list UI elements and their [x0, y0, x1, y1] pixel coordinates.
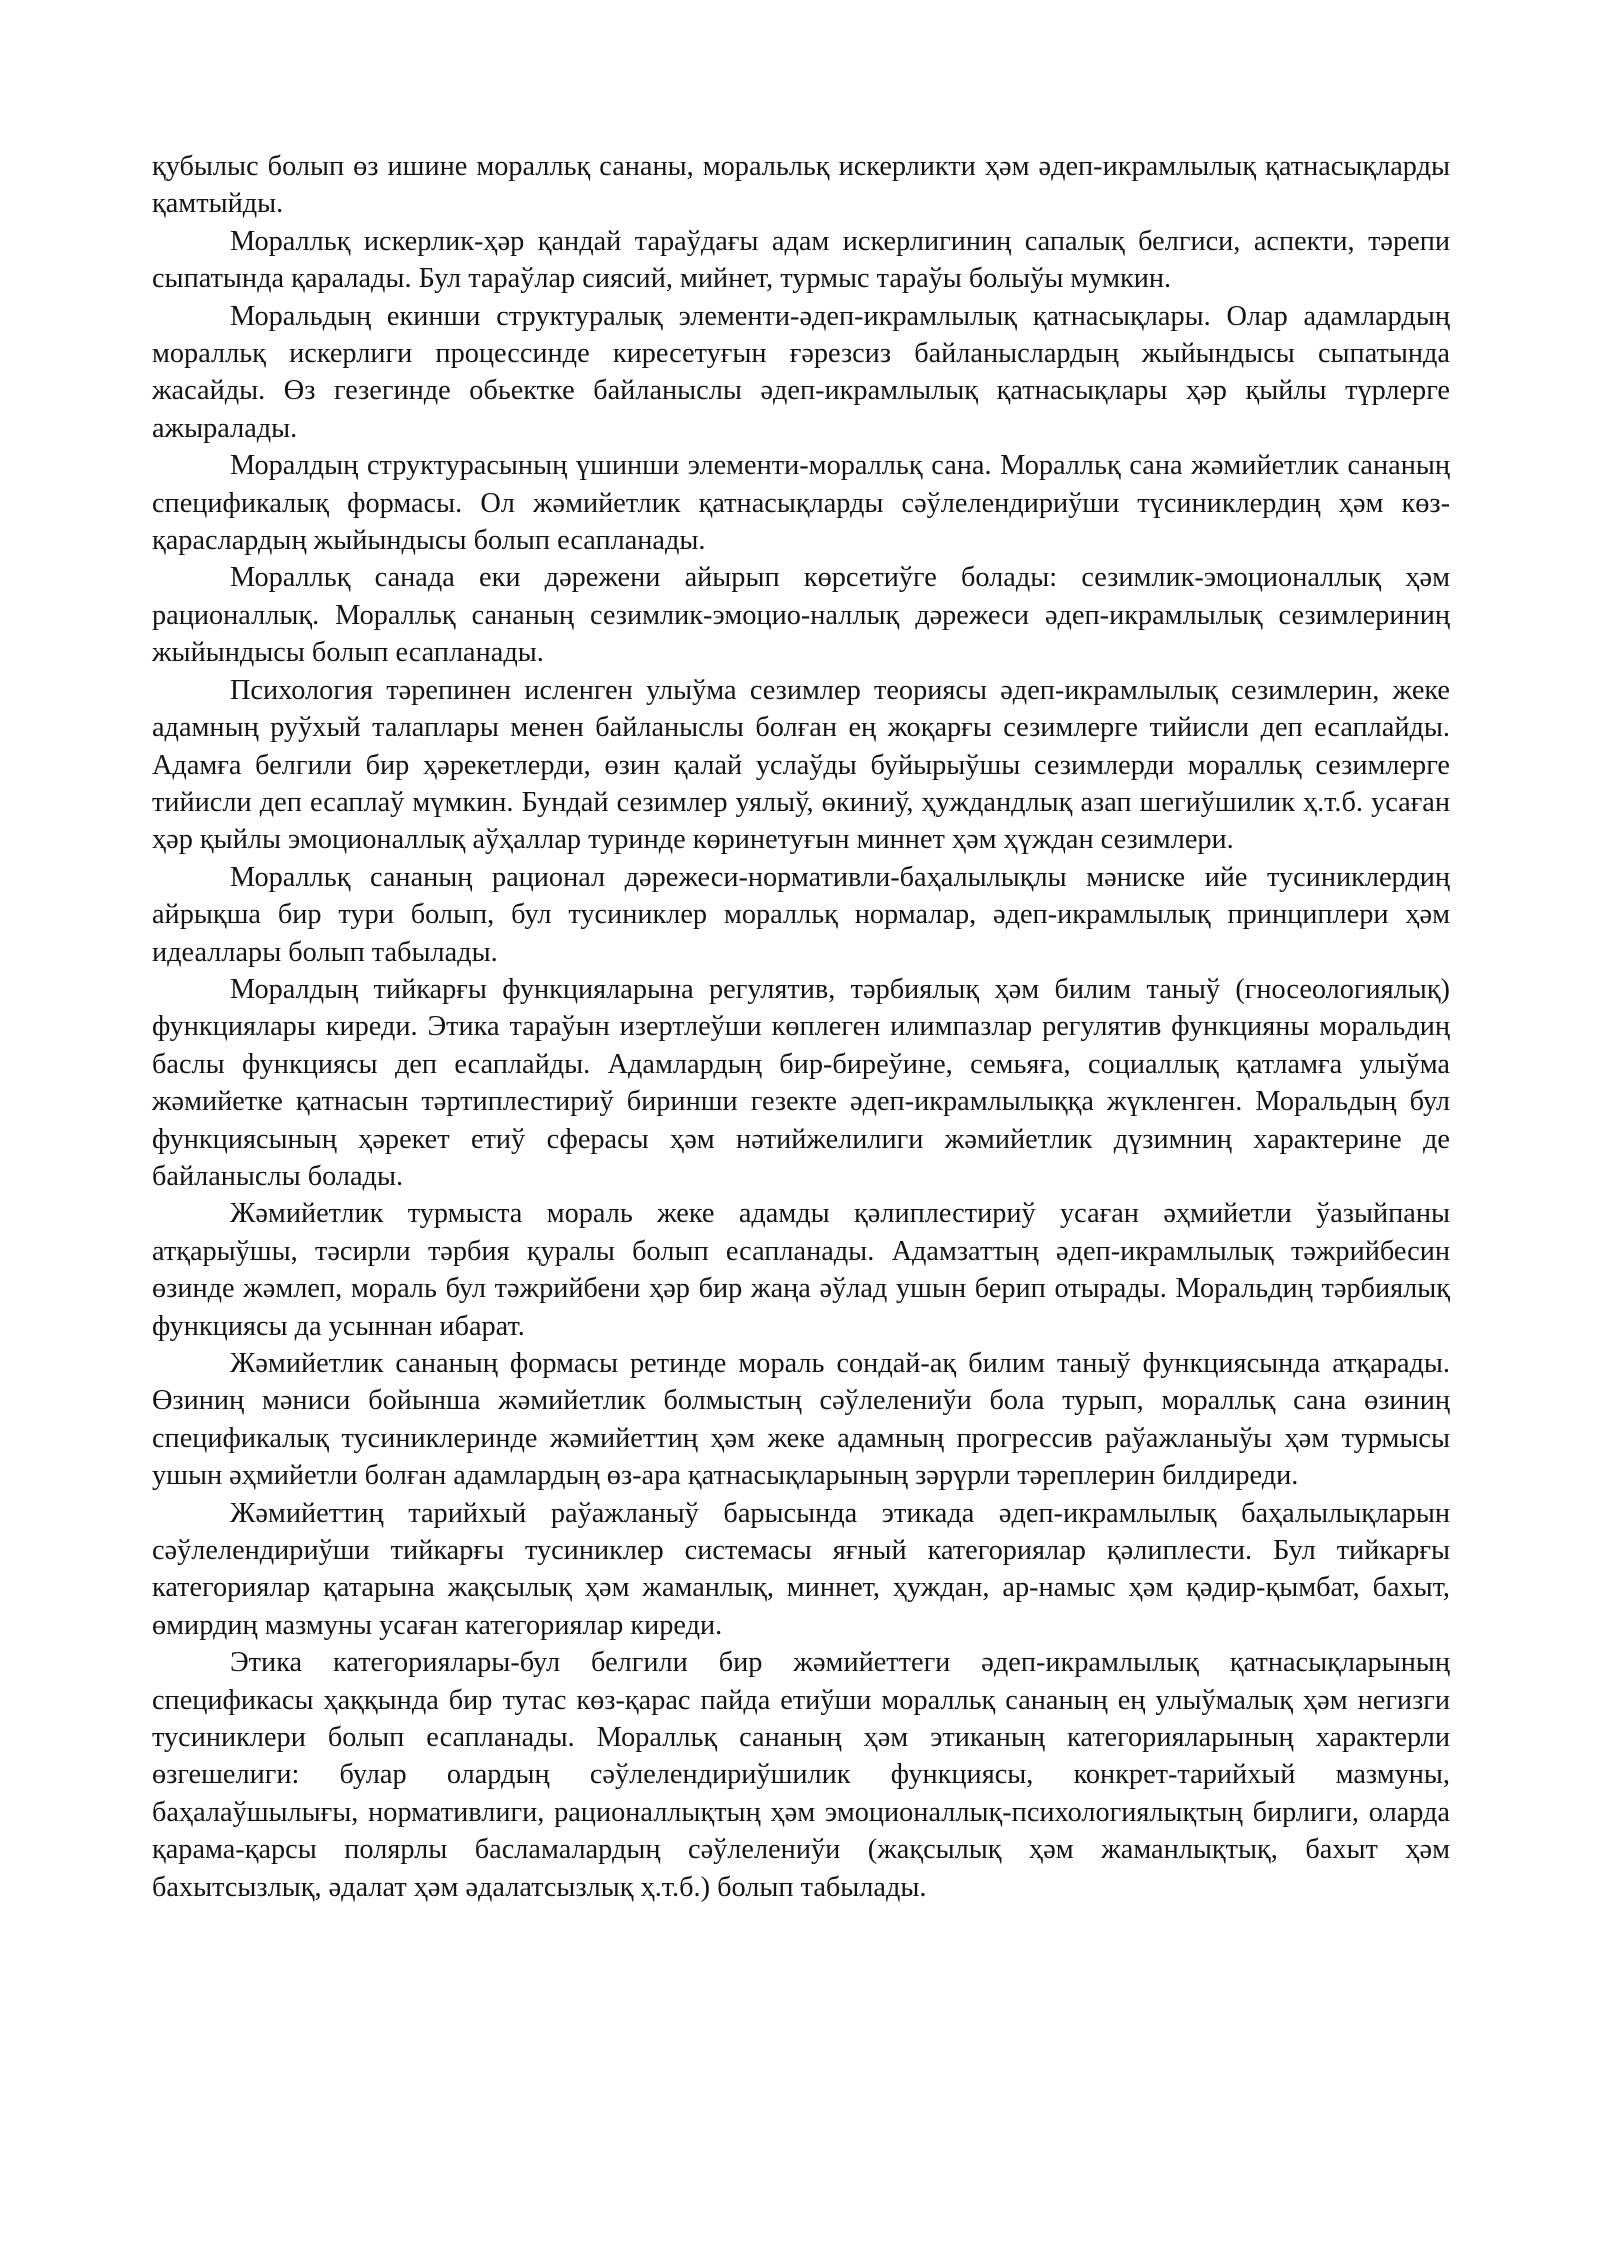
paragraph-2: Моралльқ искерлик-ҳәр қандай тараўдағы адам искерлигиниң сапалық белгиси, аспекти, тәрепи сыпатында қаралады. Бул тараўлар сиясий, мийнет, турмыс тараўы болыўы мумкин.: [152, 225, 1450, 295]
paragraph-12: Этика категориялары-бул белгили бир жәмийеттеги әдеп-икрамлылық қатнасықларының спецификасы ҳаққында бир тутас көз-қарас пайда етиўши моралльқ сананың ең улыўмалық ҳәм негизги тусиниклери болып есапланады. Моралльқ сананың ҳәм этиканың категорияларының характерли өзгешелиги: булар олардың сәўлелендириўшилик функциясы, конкрет-тарийхый мазмуны, баҳалаўшылығы, нормативлиги, рационаллықтың ҳәм эмоционаллық-психологиялықтың бирлиги, оларда қарама-қарсы полярлы басламалардың сәўлелениўи (жақсылық ҳәм жаманлықтық, бахыт ҳәм бахытсызлық, әдалат ҳәм әдалатсызлық ҳ.т.б.) болып табылады.: [152, 1647, 1450, 1903]
paragraph-11: Жәмийеттиң тарийхый раўажланыў барысында этикада әдеп-икрамлылық баҳалылықларын сәўлелендириўши тийкарғы тусиниклер системасы яғный категориялар қәлиплести. Бул тийкарғы категориялар қатарына жақсылық ҳәм жаманлық, миннет, ҳуждан, ар-намыс ҳәм қәдир-қымбат, бахыт, өмирдиң мазмуны усаған категориялар киреди.: [152, 1497, 1450, 1641]
paragraph-4: Моралдың структурасының үшинши элементи-моралльқ сана. Моралльқ сана жәмийетлик сананың спецификалық формасы. Ол жәмийетлик қатнасықларды сәўлелендириўши түсиниклердиң ҳәм көз-қараслардың жыйындысы болып есапланады.: [152, 450, 1450, 557]
paragraph-5: Моралльқ санада еки дәрежени айырып көрсетиўге болады: сезимлик-эмоционаллық ҳәм рационаллық. Моралльқ сананың сезимлик-эмоцио-наллық дәрежеси әдеп-икрамлылық сезимлериниң жыйындысы болып есапланады.: [152, 562, 1450, 669]
paragraph-6: Психология тәрепинен исленген улыўма сезимлер теориясы әдеп-икрамлылық сезимлерин, жеке адамның руўхый талаплары менен байланыслы болған ең жоқарғы сезимлерге тийисли деп есаплайды. Адамға белгили бир ҳәрекетлерди, өзин қалай услаўды буйырыўшы сезимлерди моралльқ сезимлерге тийисли деп есаплаў мүмкин. Бундай сезимлер уялыў, өкиниў, ҳуждандлық азап шегиўшилик ҳ.т.б. усаған ҳәр қыйлы эмоционаллық аўҳаллар туринде көринетуғын миннет ҳәм ҳүждан сезимлери.: [152, 674, 1450, 856]
paragraph-1: қубылыс болып өз ишине моралльқ сананы, моральльқ искерликти ҳәм әдеп-икрамлылық қатнасықларды қамтыйды.: [152, 151, 1450, 220]
paragraph-3: Моральдың екинши структуралық элементи-әдеп-икрамлылық қатнасықлары. Олар адамлардың моралльқ искерлиги процессинде киресетуғын ғәрезсиз байланыслардың жыйындысы сыпатында жасайды. Өз гезегинде обьектке байланыслы әдеп-икрамлылық қатнасықлары ҳәр қыйлы түрлерге ажыралады.: [152, 300, 1450, 444]
paragraph-8: Моралдың тийкарғы функцияларына регулятив, тәрбиялық ҳәм билим таныў (гносеологиялық) функциялары киреди. Этика тараўын изертлеўши көплеген илимпазлар регулятив функцияны моральдиң баслы функциясы деп есаплайды. Адамлардың бир-биреўине, семьяға, социаллық қатламға улыўма жәмийетке қатнасын тәртиплестириў биринши гезекте әдеп-икрамлылыққа жүкленген. Моральдың бул функциясының ҳәрекет етиў сферасы ҳәм нәтийжелилиги жәмийетлик дүзимниң характерине де байланыслы болады.: [152, 973, 1450, 1192]
paragraph-9: Жәмийетлик турмыста мораль жеке адамды қәлиплестириў усаған әҳмийетли ўазыйпаны атқарыўшы, тәсирли тәрбия қуралы болып есапланады. Адамзаттың әдеп-икрамлылық тәжрийбесин өзинде жәмлеп, мораль бул тәжрийбени ҳәр бир жаңа әўлад ушын берип отырады. Моральдиң тәрбиялық функциясы да усыннан ибарат.: [152, 1198, 1450, 1342]
paragraph-10: Жәмийетлик сананың формасы ретинде мораль сондай-ақ билим таныў функциясында атқарады. Өзиниң мәниси бойынша жәмийетлик болмыстың сәўлелениўи бола турып, моралльқ сана өзиниң спецификалық тусиниклеринде жәмийеттиң ҳәм жеке адамның прогрессив раўажланыўы ҳәм турмысы ушын әҳмийетли болған адамлардың өз-ара қатнасықларының зәрүрли тәреплерин билдиреди.: [152, 1348, 1450, 1492]
document-page: [152, 148, 1450, 1906]
paragraph-7: Моралльқ сананың рационал дәрежеси-нормативли-баҳалылықлы мәниске ийе тусиниклердиң айрықша бир тури болып, бул тусиниклер моралльқ нормалар, әдеп-икрамлылық принциплери ҳәм идеаллары болып табылады.: [152, 861, 1450, 968]
